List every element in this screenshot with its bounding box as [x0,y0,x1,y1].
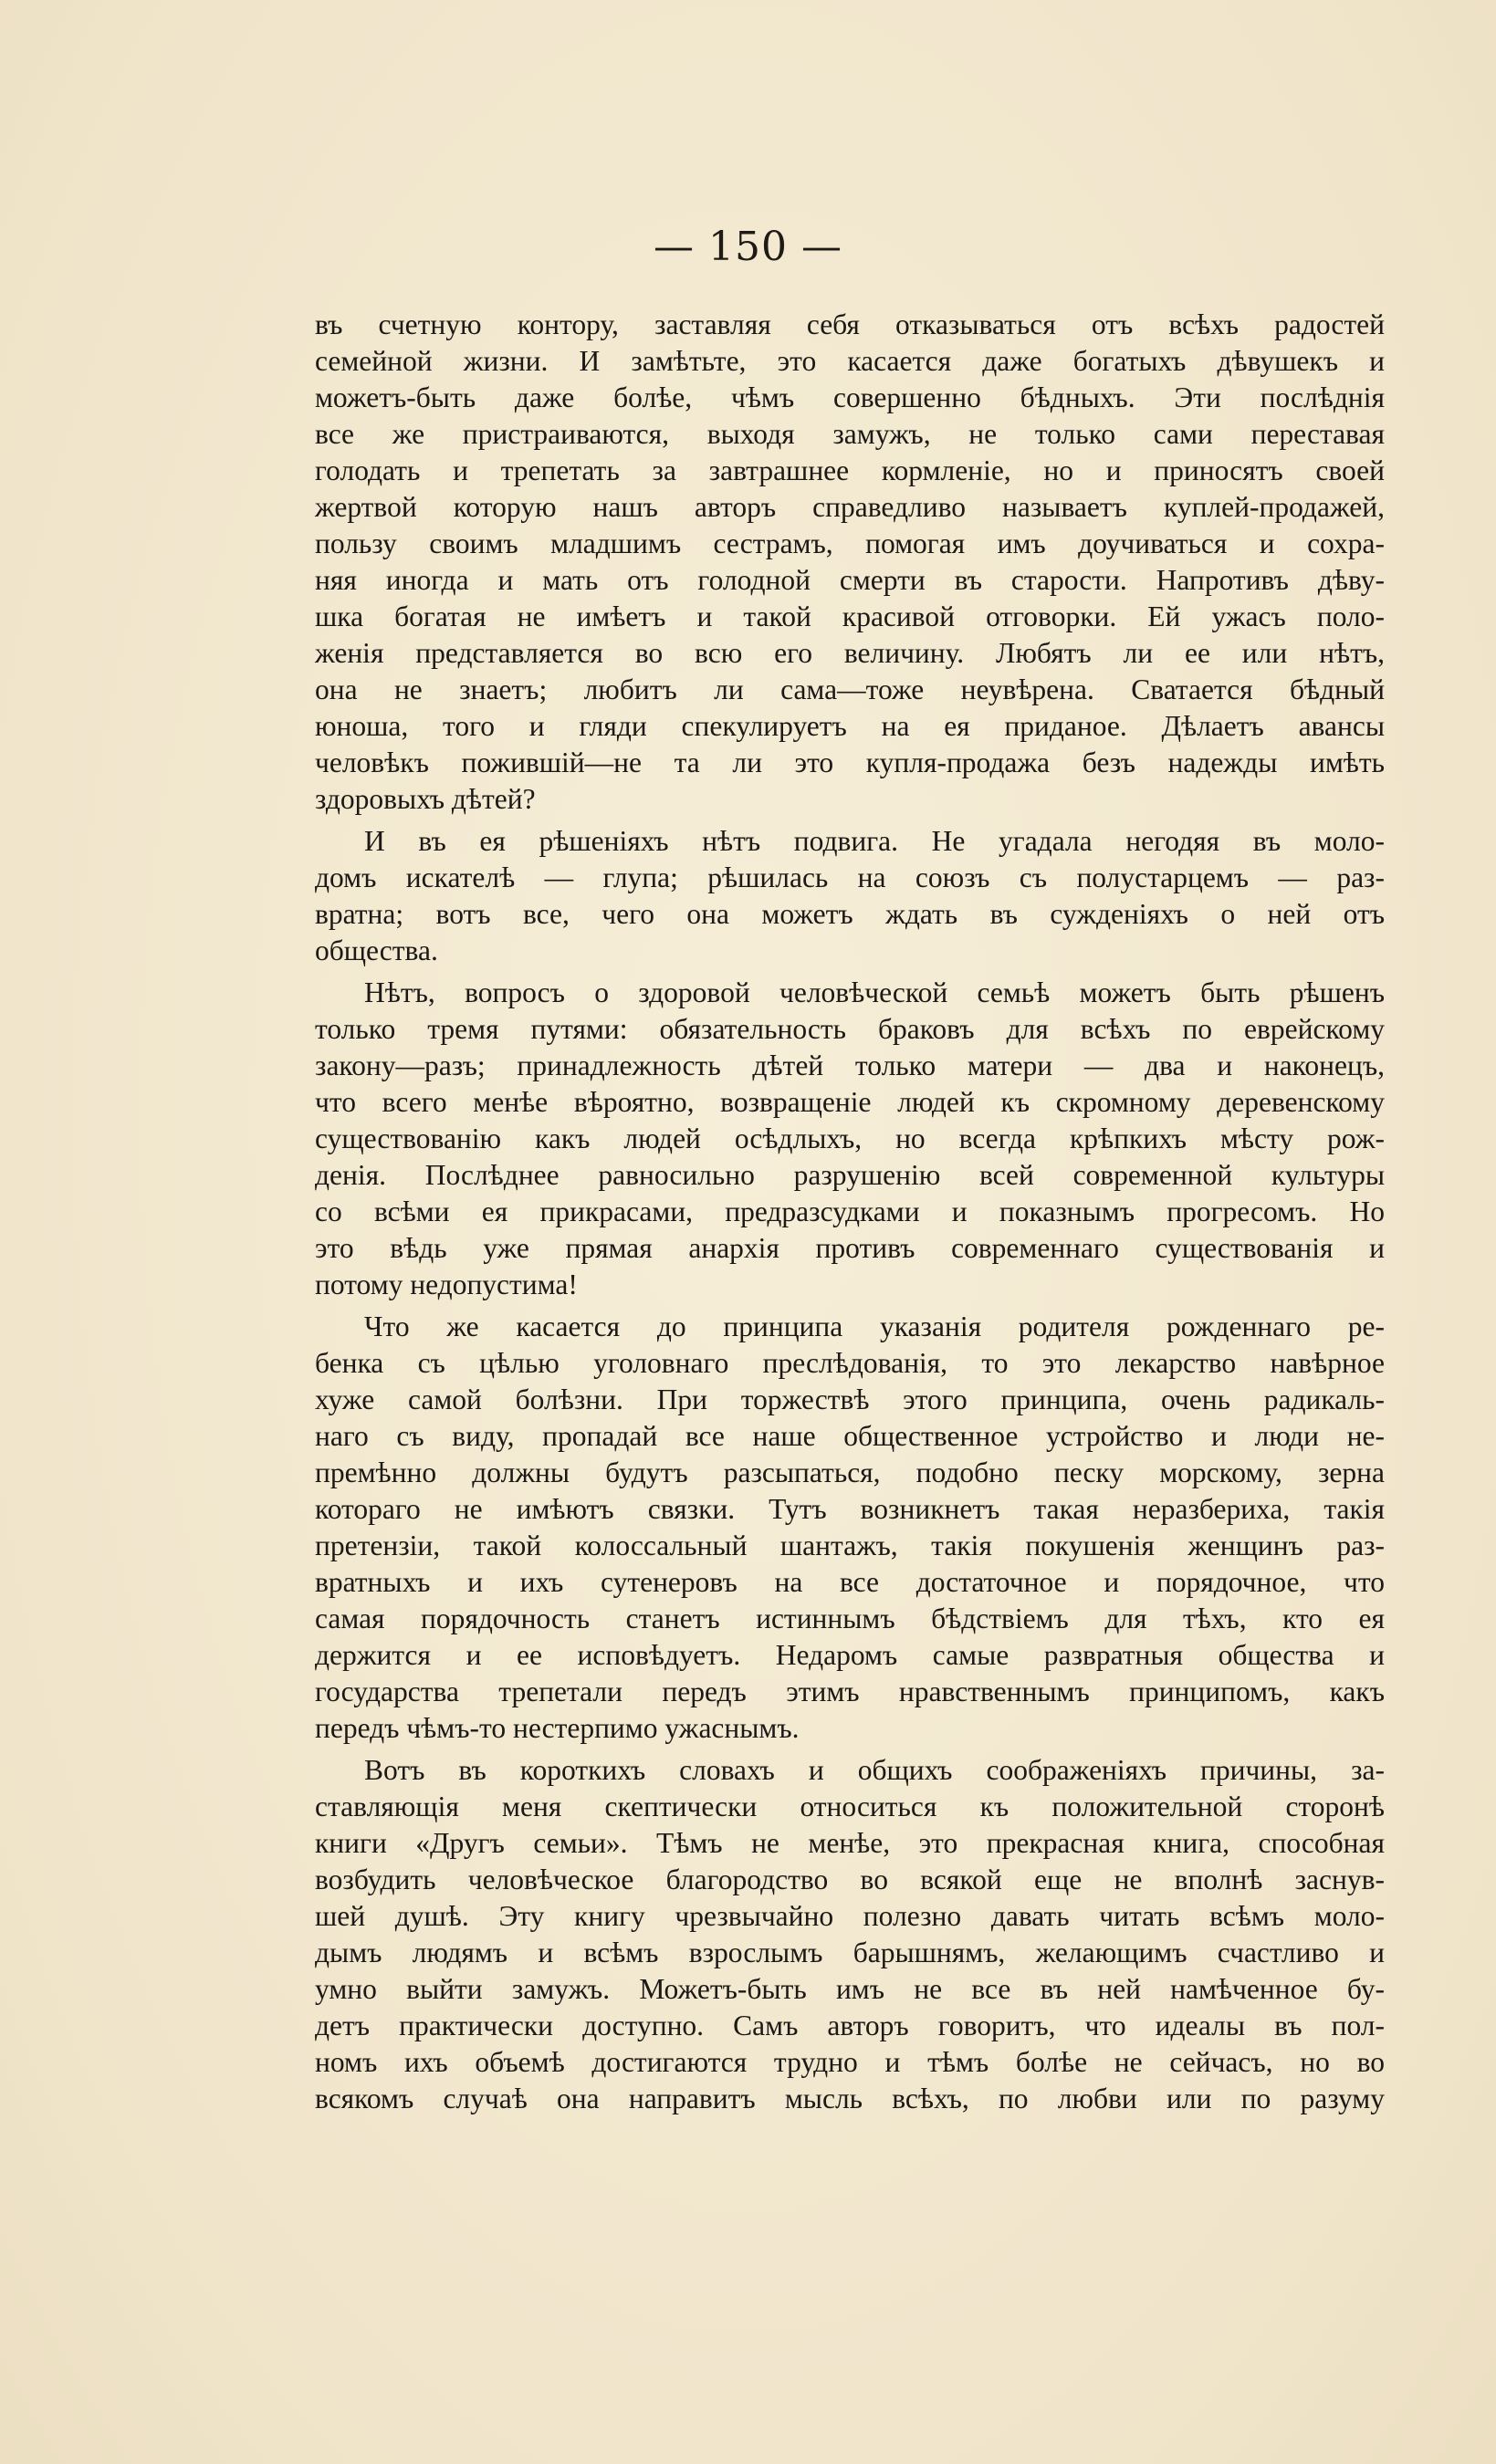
text-line: бенка съ цѣлью уголовнаго преслѣдованія, то это лекарство навѣрное [315,1347,1385,1379]
text-line: Нѣтъ, вопросъ о здоровой человѣческой семьѣ можетъ быть рѣшенъ [364,976,1385,1008]
text-line: можетъ-быть даже болѣе, чѣмъ совершенно бѣдныхъ. Эти послѣднія [315,381,1385,413]
text-line: только тремя путями: обязательность браковъ для всѣхъ по еврейскому [315,1013,1385,1045]
text-line: номъ ихъ объемѣ достигаются трудно и тѣмъ болѣе не сейчасъ, но во [315,2046,1385,2078]
text-line: наго съ виду, пропадай все наше общественное устройство и люди не- [315,1420,1385,1452]
text-line: няя иногда и мать отъ голодной смерти въ старости. Напротивъ дѣву- [315,564,1385,596]
text-line: пользу своимъ младшимъ сестрамъ, помогая имъ доучиваться и сохра- [315,527,1385,559]
body-text [315,307,1385,2117]
text-line: детъ практически доступно. Самъ авторъ говоритъ, что идеалы въ пол- [315,2010,1385,2041]
text-line: со всѣми ея прикрасами, предразсудками и показнымъ прогресомъ. Но [315,1195,1385,1227]
text-line: ставляющія меня скептически относиться къ положительной сторонѣ [315,1791,1385,1822]
text-line: государства трепетали передъ этимъ нравственнымъ принципомъ, какъ [315,1676,1385,1707]
text-line: хуже самой болѣзни. При торжествѣ этого принципа, очень радикаль- [315,1383,1385,1415]
text-line: премѣнно должны будутъ разсыпаться, подобно песку морскому, зерна [315,1456,1385,1488]
text-line: она не знаетъ; любитъ ли сама—тоже неувѣрена. Сватается бѣдный [315,673,1385,705]
text-line: дымъ людямъ и всѣмъ взрослымъ барышнямъ, желающимъ счастливо и [315,1937,1385,1968]
text-line: И въ ея рѣшеніяхъ нѣтъ подвига. Не угадала негодяя въ моло- [364,825,1385,857]
text-line: вратна; вотъ все, чего она можетъ ждать въ сужденіяхъ о ней отъ [315,898,1385,930]
text-line: передъ чѣмъ-то нестерпимо ужаснымъ. [315,1712,800,1744]
text-line: денія. Послѣднее равносильно разрушенію всей современной культуры [315,1159,1385,1191]
text-line: котораго не имѣютъ связки. Тутъ возникнетъ такая неразбериха, такія [315,1493,1385,1525]
text-line: возбудить человѣческое благородство во всякой еще не вполнѣ заснув- [315,1864,1385,1895]
paragraph [315,1309,1385,1747]
text-line: претензіи, такой колоссальный шантажъ, такія покушенія женщинъ раз- [315,1530,1385,1561]
text-line: закону—разъ; принадлежность дѣтей только матери — два и наконецъ, [315,1049,1385,1081]
paragraph [315,307,1385,818]
text-line: все же пристраиваются, выходя замужъ, не только сами переставая [315,418,1385,450]
text-line: существованію какъ людей осѣдлыхъ, но всегда крѣпкихъ мѣсту рож- [315,1122,1385,1154]
text-line: здоровыхъ дѣтей? [315,783,536,815]
text-line: самая порядочность станетъ истиннымъ бѣдствіемъ для тѣхъ, кто ея [315,1603,1385,1634]
text-line: умно выйти замужъ. Можетъ-быть имъ не все въ ней намѣченное бу- [315,1973,1385,2005]
text-line: человѣкъ пожившій—не та ли это купля-продажа безъ надежды имѣть [315,747,1385,778]
paragraph [315,823,1385,969]
text-line: это вѣдь уже прямая анархія противъ современнаго существованія и [315,1232,1385,1264]
paragraph [315,975,1385,1303]
paragraph [315,1752,1385,2117]
text-line: жертвой которую нашъ авторъ справедливо называетъ куплей-продажей, [315,491,1385,523]
text-line: семейной жизни. И замѣтьте, это касается даже богатыхъ дѣвушекъ и [315,345,1385,377]
text-line: всякомъ случаѣ она направитъ мысль всѣхъ, по любви или по разуму [315,2083,1385,2114]
text-line: что всего менѣе вѣроятно, возвращеніе людей къ скромному деревенскому [315,1086,1385,1118]
text-line: Что же касается до принципа указанія родителя рожденнаго ре- [364,1310,1385,1342]
text-line: голодать и трепетать за завтрашнее кормленіе, но и приносятъ своей [315,454,1385,486]
text-line: Вотъ въ короткихъ словахъ и общихъ соображеніяхъ причины, за- [364,1754,1385,1786]
text-line: женія представляется во всю его величину. Любятъ ли ее или нѣтъ, [315,637,1385,669]
text-line: шка богатая не имѣетъ и такой красивой отговорки. Ей ужасъ поло- [315,600,1385,632]
text-line: въ счетную контору, заставляя себя отказываться отъ всѣхъ радостей [315,308,1385,340]
text-line: потому недопустима! [315,1269,578,1300]
text-line: книги «Другъ семьи». Тѣмъ не менѣе, это прекрасная книга, способная [315,1827,1385,1859]
text-line: шей душѣ. Эту книгу чрезвычайно полезно давать читать всѣмъ моло- [315,1900,1385,1932]
text-line: вратныхъ и ихъ сутенеровъ на все достаточное и порядочное, что [315,1566,1385,1598]
text-line: держится и ее исповѣдуетъ. Недаромъ самые развратныя общества и [315,1639,1385,1671]
text-line: домъ искателѣ — глупа; рѣшилась на союзъ съ полустарцемъ — раз- [315,861,1385,893]
text-line: юноша, того и гляди спекулируетъ на ея приданое. Дѣлаетъ авансы [315,710,1385,742]
text-line: общества. [315,934,438,966]
page-number: — 150 — [654,224,842,270]
